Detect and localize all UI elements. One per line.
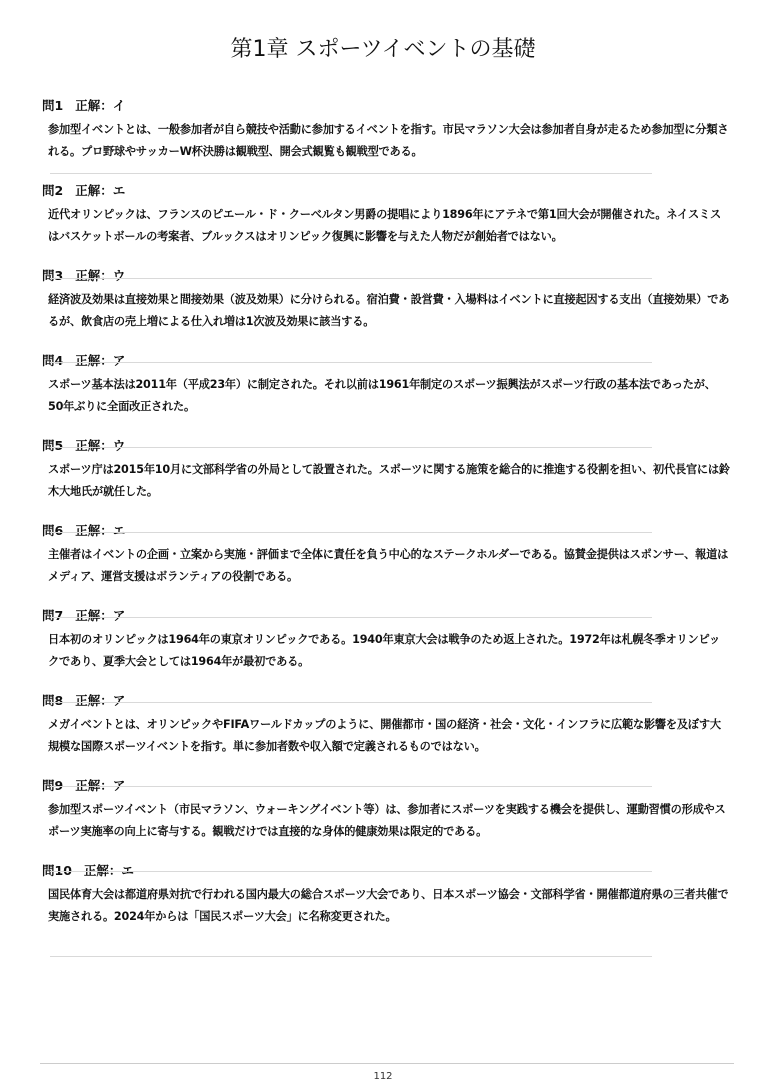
question-number: 問3	[42, 268, 64, 283]
correct-answer: 正解：ア	[75, 693, 126, 708]
question-number: 問10	[42, 863, 72, 878]
correct-answer: 正解：エ	[83, 863, 134, 878]
answer-item-7	[40, 606, 730, 691]
answer-explanation: 主催者はイベントの企画・立案から実施・評価まで全体に責任を負う中心的なステークホルダーである。協賛金提供はスポンサー、報道はメディア、運営支援はボランティアの役割である。	[48, 548, 729, 583]
answer-item-6	[40, 521, 730, 606]
correct-answer: 正解：イ	[75, 98, 126, 113]
answer-heading	[40, 606, 730, 626]
page-title: 第1章 スポーツイベントの基礎	[230, 37, 536, 62]
question-number: 問7	[42, 608, 64, 623]
answer-explanation: メガイベントとは、オリンピックやFIFAワールドカップのように、開催都市・国の経済・社会・文化・インフラに広範な影響を及ぼす大規模な国際スポーツイベントを指す。単に参加者数や収入額で定義されるものではない。	[48, 718, 721, 753]
answer-explanation: 参加型スポーツイベント（市民マラソン、ウォーキングイベント等）は、参加者にスポーツを実践する機会を提供し、運動習慣の形成やスポーツ実施率の向上に寄与する。観戦だけでは直接的な身体的健康効果は限定的である。	[48, 803, 726, 838]
answer-item-2	[40, 181, 730, 266]
question-number: 問9	[42, 778, 64, 793]
correct-answer: 正解：ウ	[75, 268, 126, 283]
answer-explanation: 国民体育大会は都道府県対抗で行われる国内最大の総合スポーツ大会であり、日本スポーツ協会・文部科学省・開催都道府県の三者共催で実施される。2024年からは「国民スポーツ大会」に名称変更された。	[48, 888, 729, 923]
separator	[50, 702, 652, 703]
answer-explanation: 参加型イベントとは、一般参加者が自ら競技や活動に参加するイベントを指す。市民マラソン大会は参加者自身が走るため参加型に分類される。プロ野球やサッカーW杯決勝は観戦型、開会式観覧も観戦型である。	[48, 123, 729, 158]
answer-heading	[40, 691, 730, 711]
answer-item-1	[40, 96, 730, 181]
correct-answer: 正解：ウ	[75, 438, 126, 453]
question-number: 問8	[42, 693, 64, 708]
answer-heading	[40, 96, 730, 116]
correct-answer: 正解：エ	[75, 523, 126, 538]
separator	[50, 871, 652, 872]
footer-divider	[40, 1063, 734, 1064]
answer-heading	[40, 266, 730, 286]
answer-heading	[40, 351, 730, 371]
question-number: 問1	[42, 98, 64, 113]
answer-item-5	[40, 436, 730, 521]
separator	[50, 532, 652, 533]
answer-heading	[40, 181, 730, 201]
question-number: 問5	[42, 438, 64, 453]
answer-explanation: 経済波及効果は直接効果と間接効果（波及効果）に分けられる。宿泊費・設営費・入場料はイベントに直接起因する支出（直接効果）であるが、飲食店の売上増による仕入れ増は1次波及効果に該当する。	[48, 293, 730, 328]
correct-answer: 正解：ア	[75, 778, 126, 793]
answer-list	[40, 96, 730, 946]
question-number: 問2	[42, 183, 64, 198]
answer-item-10	[40, 861, 730, 946]
answer-explanation: 日本初のオリンピックは1964年の東京オリンピックである。1940年東京大会は戦争のため返上された。1972年は札幌冬季オリンピックであり、夏季大会としては1964年が最初である。	[48, 633, 721, 668]
question-number: 問6	[42, 523, 64, 538]
separator	[50, 617, 652, 618]
correct-answer: 正解：エ	[75, 183, 126, 198]
separator	[50, 278, 652, 279]
answer-explanation: 近代オリンピックは、フランスのピエール・ド・クーベルタン男爵の提唱により1896年にアテネで第1回大会が開催された。ネイスミスはバスケットボールの考案者、ブルックスはオリンピック復興に影響を与えた人物だが創始者ではない。	[48, 208, 721, 243]
answer-explanation: スポーツ基本法は2011年（平成23年）に制定された。それ以前は1961年制定のスポーツ振興法がスポーツ行政の基本法であったが、50年ぶりに全面改正された。	[48, 378, 716, 413]
separator	[50, 956, 652, 957]
separator	[50, 362, 652, 363]
answer-item-4	[40, 351, 730, 436]
page-number: 112	[373, 1071, 393, 1082]
answer-heading	[40, 436, 730, 456]
question-number: 問4	[42, 353, 64, 368]
correct-answer: 正解：ア	[75, 608, 126, 623]
separator	[50, 786, 652, 787]
answer-heading	[40, 521, 730, 541]
answer-explanation: スポーツ庁は2015年10月に文部科学省の外局として設置された。スポーツに関する施策を総合的に推進する役割を担い、初代長官には鈴木大地氏が就任した。	[48, 463, 730, 498]
answer-item-8	[40, 691, 730, 776]
correct-answer: 正解：ア	[75, 353, 126, 368]
separator	[50, 173, 652, 174]
separator	[50, 447, 652, 448]
answer-item-9	[40, 776, 730, 861]
